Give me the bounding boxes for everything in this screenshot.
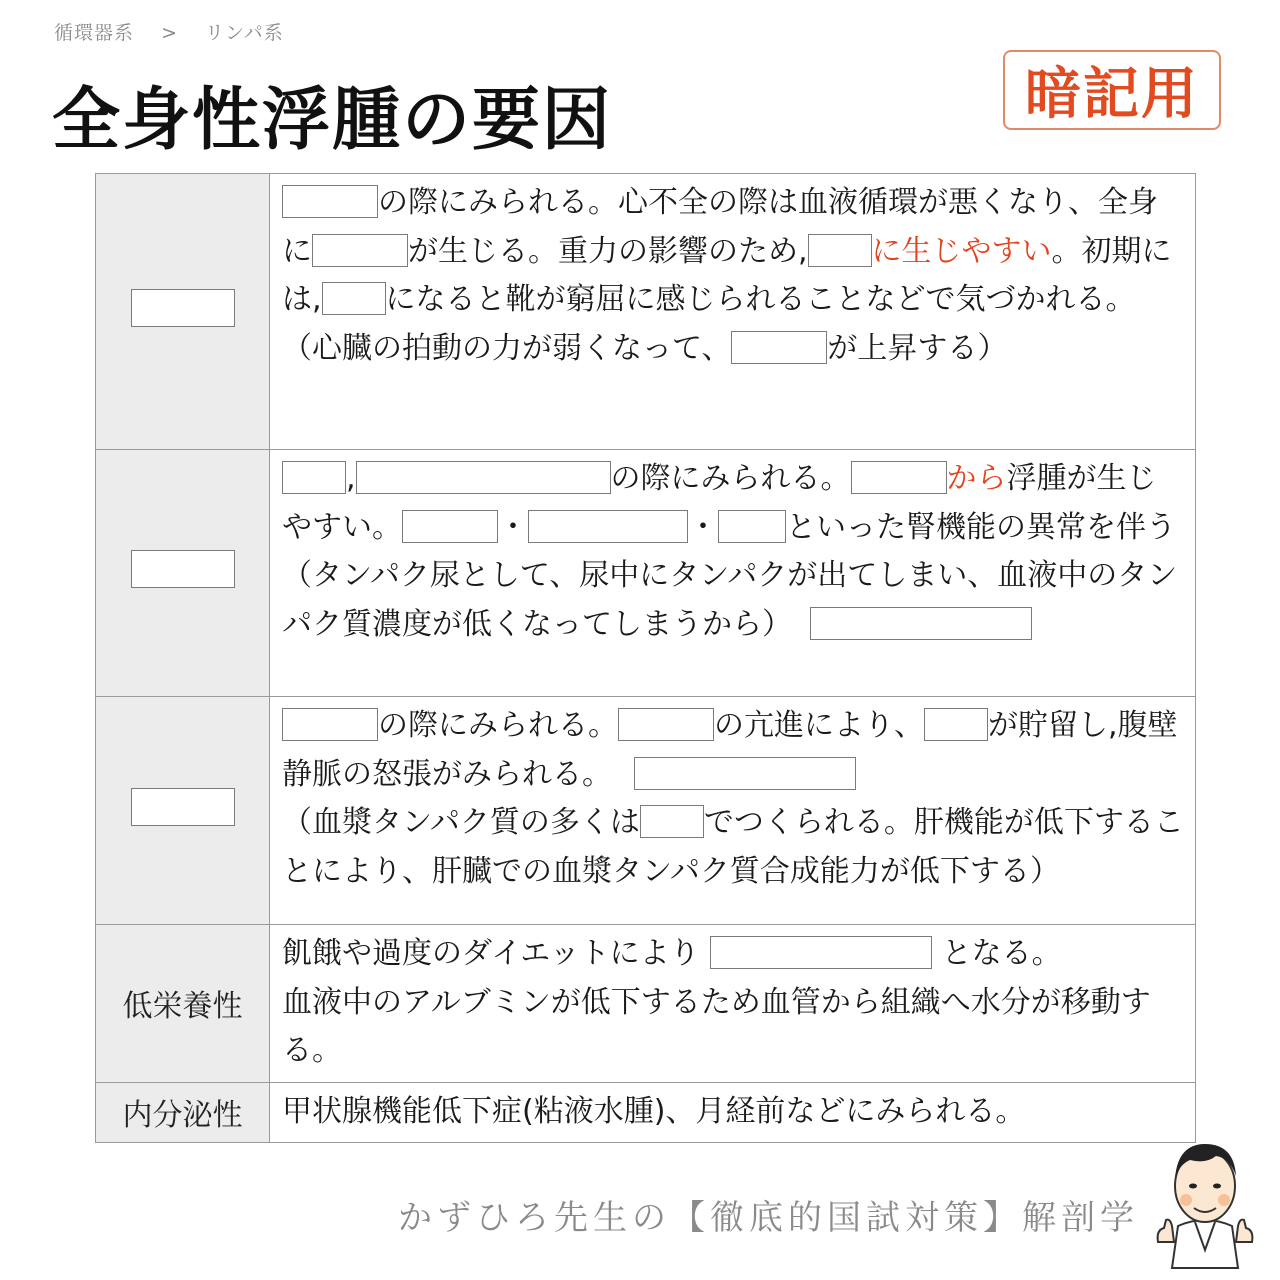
fill-blank-box[interactable] bbox=[356, 461, 611, 494]
label-blank-box[interactable] bbox=[131, 550, 235, 588]
content-text: の際にみられる。心不全の際は血液循環が悪くなり、全身に bbox=[282, 185, 1158, 269]
fill-blank-box[interactable] bbox=[924, 708, 988, 741]
highlight-text: から bbox=[946, 461, 1007, 496]
row-content bbox=[270, 174, 1196, 450]
footer-brand: かずひろ先生の【徹底的国試対策】解剖学 bbox=[398, 1198, 1139, 1238]
teacher-avatar-icon bbox=[1150, 1130, 1260, 1270]
fill-blank-box[interactable] bbox=[808, 234, 872, 267]
fill-blank-box[interactable] bbox=[322, 282, 386, 315]
fill-blank-box[interactable] bbox=[731, 331, 827, 364]
row-content: 甲状腺機能低下症(粘液水腫)、月経前などにみられる。 bbox=[270, 1082, 1196, 1143]
fill-blank-box[interactable] bbox=[634, 757, 856, 790]
highlight-text: に生じやすい bbox=[871, 233, 1052, 269]
row-label: 低栄養性 bbox=[96, 925, 270, 1083]
content-note: （血漿タンパク質の多くは bbox=[282, 805, 640, 840]
content-text: 浮腫が生じやすい。 bbox=[282, 461, 1157, 545]
table-row bbox=[96, 1082, 1196, 1143]
label-blank-box[interactable] bbox=[131, 788, 235, 826]
content-text: 血液中のアルブミンが低下するため血管から組織へ水分が移動する。 bbox=[282, 984, 1151, 1068]
table-row bbox=[96, 925, 1196, 1083]
content-text: , bbox=[346, 461, 356, 496]
row-label bbox=[96, 174, 270, 450]
label-blank-box[interactable] bbox=[131, 289, 235, 327]
fill-blank-box[interactable] bbox=[312, 234, 408, 267]
content-text: が生じる。重力の影響のため, bbox=[408, 233, 808, 269]
fill-blank-box[interactable] bbox=[282, 185, 378, 218]
breadcrumb-separator: > bbox=[161, 22, 178, 44]
table-row bbox=[96, 174, 1196, 450]
table-row bbox=[96, 450, 1196, 697]
fill-blank-box[interactable] bbox=[710, 936, 932, 969]
row-content bbox=[270, 450, 1196, 697]
content-text: といった腎機能の異常を伴う bbox=[786, 509, 1176, 545]
fill-blank-box[interactable] bbox=[618, 708, 714, 741]
breadcrumb bbox=[54, 18, 284, 45]
table-row bbox=[96, 697, 1196, 925]
breadcrumb-current[interactable]: リンパ系 bbox=[205, 22, 284, 44]
content-note: （タンパク尿として、尿中にタンパクが出てしまい、血液中のタンパク質濃度が低くなってしまうから） bbox=[282, 558, 1178, 642]
breadcrumb-parent[interactable]: 循環器系 bbox=[54, 22, 135, 44]
content-note: （心臓の拍動の力が弱くなって、 bbox=[282, 330, 732, 366]
edema-causes-table bbox=[95, 173, 1196, 1143]
row-label bbox=[96, 450, 270, 697]
fill-blank-box[interactable] bbox=[810, 607, 1032, 640]
page-title: 全身性浮腫の要因 bbox=[52, 81, 613, 160]
row-content bbox=[270, 925, 1196, 1083]
content-note: でつくられる。肝機能が低下することにより、肝臓での血漿タンパク質合成能力が低下する） bbox=[282, 805, 1184, 889]
content-text: 飢餓や過度のダイエットにより bbox=[282, 936, 700, 971]
fill-blank-box[interactable] bbox=[851, 461, 947, 494]
content-text: になると靴が窮屈に感じられることなどで気づかれる。 bbox=[385, 282, 1136, 317]
fill-blank-box[interactable] bbox=[718, 510, 786, 543]
row-label: 内分泌性 bbox=[96, 1082, 270, 1143]
fill-blank-box[interactable] bbox=[640, 805, 704, 838]
fill-blank-box[interactable] bbox=[282, 461, 346, 494]
fill-blank-box[interactable] bbox=[528, 510, 688, 543]
content-text: の際にみられる。 bbox=[610, 461, 851, 496]
content-text: ・ bbox=[688, 509, 718, 545]
content-text: の際にみられる。 bbox=[378, 708, 618, 743]
content-text: が貯留し,腹壁静脈の怒張がみられる。 bbox=[282, 708, 1178, 792]
content-text: の亢進により、 bbox=[714, 708, 924, 743]
row-content bbox=[270, 697, 1196, 925]
row-label bbox=[96, 697, 270, 925]
content-text: ・ bbox=[498, 509, 528, 545]
content-text: 。初期には, bbox=[282, 233, 1172, 317]
memorize-stamp: 暗記用 bbox=[1003, 50, 1221, 130]
fill-blank-box[interactable] bbox=[402, 510, 498, 543]
content-text: となる。 bbox=[941, 936, 1062, 971]
fill-blank-box[interactable] bbox=[282, 708, 378, 741]
content-note: が上昇する） bbox=[827, 330, 1008, 366]
